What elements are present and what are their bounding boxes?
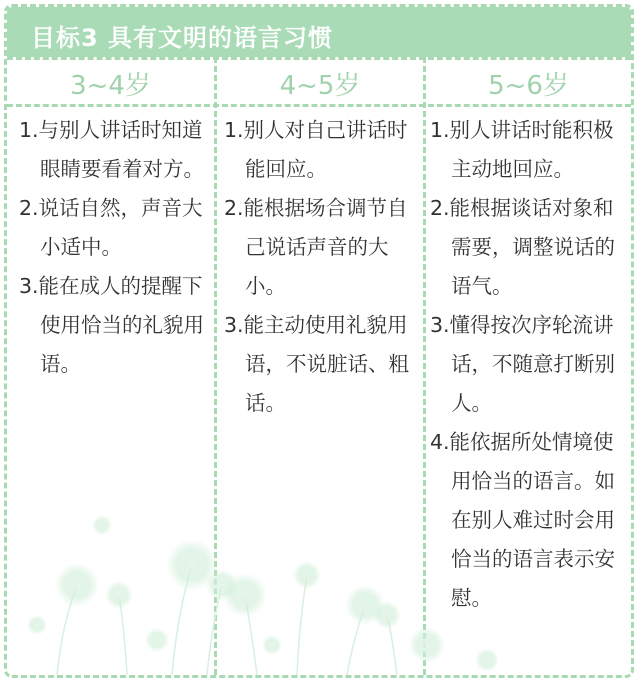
list-item: 3.能在成人的提醒下使用恰当的礼貌用语。 — [19, 274, 204, 376]
age-header-4-5: 4~5岁 — [279, 71, 361, 101]
list-item: 1.别人对自己讲话时能回应。 — [224, 118, 408, 181]
list-item: 4.能依据所处情境使用恰当的语言。如在别人难过时会用恰当的语言表示安慰。 — [430, 430, 615, 610]
goal-table — [4, 4, 634, 678]
age-header-5-6: 5~6岁 — [488, 71, 569, 101]
list-item: 1.与别人讲话时知道眼睛要看着对方。 — [19, 118, 204, 181]
list-item: 3.能主动使用礼貌用语，不说脏话、粗话。 — [224, 313, 409, 415]
goal-title: 目标3 具有文明的语言习惯 — [31, 24, 334, 52]
column-5-6 — [430, 111, 630, 618]
list-item: 3.懂得按次序轮流讲话，不随意打断别人。 — [430, 313, 615, 415]
age-row-divider — [7, 104, 631, 107]
column-divider-1 — [214, 57, 217, 675]
header-divider — [7, 57, 631, 60]
column-3-4 — [19, 111, 213, 384]
list-item: 2.能根据谈话对象和需要，调整说话的语气。 — [430, 196, 615, 298]
list-item: 2.能根据场合调节自己说话声音的大小。 — [224, 196, 408, 298]
column-divider-2 — [423, 57, 426, 675]
column-4-5 — [224, 111, 420, 423]
title-bar — [7, 7, 631, 57]
age-header-3-4: 3~4岁 — [70, 71, 151, 101]
list-item: 1.别人讲话时能积极主动地回应。 — [430, 118, 614, 181]
list-item: 2.说话自然，声音大小适中。 — [19, 196, 203, 259]
